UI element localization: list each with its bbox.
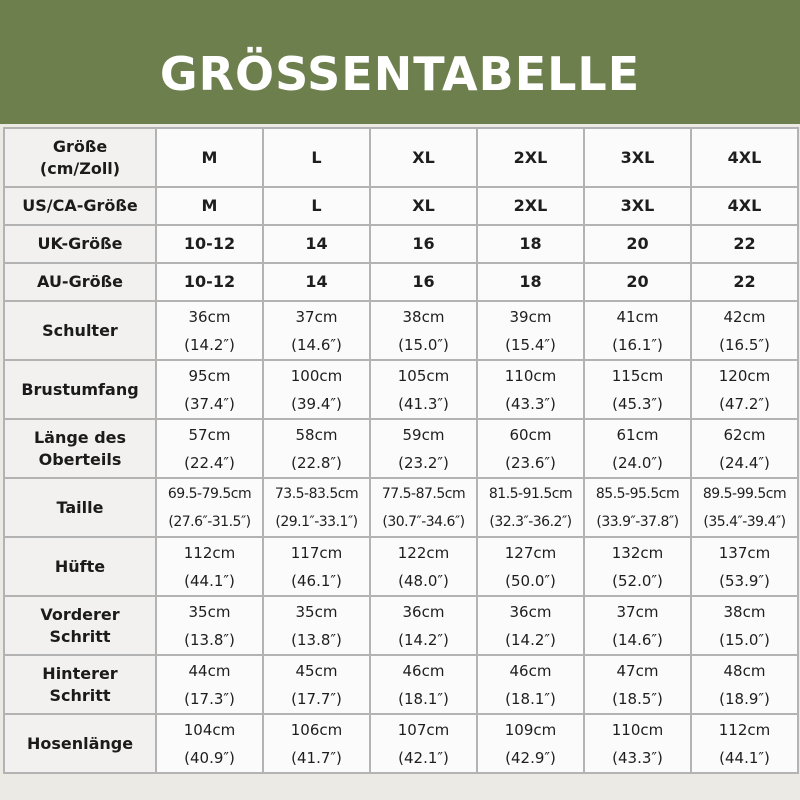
cell-value-cm: 37cm [616, 602, 659, 621]
table-cell [477, 537, 584, 596]
table-cell [370, 419, 477, 478]
row-label-line: Taille [56, 497, 104, 517]
cell-value-inch: (41.3″) [398, 394, 449, 413]
table-cell [156, 128, 263, 187]
cell-value-cm: 107cm [397, 720, 450, 739]
cell-value-cm: 137cm [718, 543, 771, 562]
cell-value-inch: (17.3″) [184, 689, 235, 708]
row-label-line: Brustumfang [21, 379, 139, 399]
row-label-line: UK-Größe [37, 234, 123, 253]
cell-value-cm: 85.5-95.5cm [595, 485, 680, 502]
cell-value-cm: 115cm [611, 366, 664, 385]
cell-value-inch: (39.4″) [291, 394, 342, 413]
cell-value-cm: 104cm [183, 720, 236, 739]
cell-value-cm: 35cm [295, 602, 338, 621]
table-cell [263, 596, 370, 655]
cell-value-inch: (37.4″) [184, 394, 235, 413]
cell-value: L [311, 147, 322, 167]
row-label [4, 478, 156, 537]
size-table-container [0, 124, 800, 800]
table-cell [584, 128, 691, 187]
table-cell [477, 128, 584, 187]
cell-value: M [201, 196, 218, 215]
table-cell [477, 263, 584, 301]
table-cell [691, 537, 798, 596]
row-label-line: Schritt [49, 626, 111, 646]
cell-value-cm: 110cm [611, 720, 664, 739]
cell-value-inch: (14.2″) [398, 630, 449, 649]
table-cell [691, 478, 798, 537]
table-cell [370, 714, 477, 773]
cell-value-cm: 62cm [723, 425, 766, 444]
title-banner [0, 0, 800, 124]
table-cell [477, 225, 584, 263]
cell-value-cm: 42cm [723, 307, 766, 326]
table-cell [691, 263, 798, 301]
row-label [4, 301, 156, 360]
table-cell [477, 419, 584, 478]
cell-value-cm: 73.5-83.5cm [274, 485, 359, 502]
table-row [4, 596, 798, 655]
cell-value-inch: (43.3″) [505, 394, 556, 413]
cell-value-inch: (44.1″) [184, 571, 235, 590]
cell-value: 4XL [727, 147, 762, 167]
table-cell [370, 187, 477, 225]
cell-value-inch: (43.3″) [612, 748, 663, 767]
row-label-line: Vorderer [40, 604, 120, 624]
cell-value-cm: 48cm [723, 661, 766, 680]
cell-value-inch: (53.9″) [719, 571, 770, 590]
row-label-line: Größe [52, 136, 108, 156]
table-row [4, 187, 798, 225]
table-cell [156, 187, 263, 225]
cell-value-cm: 120cm [718, 366, 771, 385]
cell-value-inch: (23.6″) [505, 453, 556, 472]
cell-value-cm: 36cm [188, 307, 231, 326]
row-label-line: (cm/Zoll) [39, 158, 121, 178]
table-cell [584, 596, 691, 655]
cell-value-inch: (15.4″) [505, 335, 556, 354]
table-cell [584, 301, 691, 360]
row-label-line: AU-Größe [37, 272, 123, 291]
cell-value-cm: 36cm [402, 602, 445, 621]
table-cell [584, 225, 691, 263]
table-row [4, 263, 798, 301]
cell-value: 10-12 [183, 234, 236, 253]
cell-value-inch: (22.8″) [291, 453, 342, 472]
row-label-line: Länge des [33, 427, 127, 447]
cell-value-inch: (24.0″) [612, 453, 663, 472]
row-label [4, 187, 156, 225]
cell-value-cm: 35cm [188, 602, 231, 621]
cell-value-inch: (16.5″) [719, 335, 770, 354]
cell-value-inch: (33.9″-37.8″) [596, 513, 679, 530]
table-cell [477, 655, 584, 714]
table-cell [691, 301, 798, 360]
table-row [4, 225, 798, 263]
cell-value: 22 [733, 272, 756, 291]
table-row [4, 537, 798, 596]
table-cell [477, 187, 584, 225]
table-cell [263, 655, 370, 714]
table-cell [156, 225, 263, 263]
cell-value-inch: (50.0″) [505, 571, 556, 590]
cell-value-cm: 46cm [402, 661, 445, 680]
row-label-line: Oberteils [38, 449, 122, 469]
cell-value: XL [412, 147, 435, 167]
table-cell [691, 596, 798, 655]
table-cell [370, 225, 477, 263]
page-title: GRÖSSENTABELLE [159, 47, 641, 101]
table-cell [691, 655, 798, 714]
table-row [4, 714, 798, 773]
cell-value-cm: 112cm [718, 720, 771, 739]
cell-value-inch: (14.2″) [184, 335, 235, 354]
table-cell [477, 596, 584, 655]
cell-value-inch: (35.4″-39.4″) [703, 513, 786, 530]
cell-value-inch: (18.5″) [612, 689, 663, 708]
cell-value-cm: 45cm [295, 661, 338, 680]
cell-value-inch: (14.6″) [291, 335, 342, 354]
cell-value-cm: 105cm [397, 366, 450, 385]
row-label [4, 128, 156, 187]
cell-value-cm: 100cm [290, 366, 343, 385]
table-cell [584, 263, 691, 301]
row-label [4, 263, 156, 301]
cell-value: 16 [412, 234, 435, 253]
cell-value-cm: 106cm [290, 720, 343, 739]
table-cell [691, 360, 798, 419]
table-row [4, 655, 798, 714]
table-cell [584, 478, 691, 537]
table-cell [370, 537, 477, 596]
table-row [4, 419, 798, 478]
row-label [4, 537, 156, 596]
cell-value-cm: 41cm [616, 307, 659, 326]
cell-value-inch: (16.1″) [612, 335, 663, 354]
cell-value-cm: 81.5-91.5cm [488, 485, 573, 502]
cell-value-cm: 132cm [611, 543, 664, 562]
cell-value-inch: (47.2″) [719, 394, 770, 413]
cell-value: 18 [519, 234, 542, 253]
cell-value-inch: (41.7″) [291, 748, 342, 767]
table-cell [370, 596, 477, 655]
cell-value-inch: (18.1″) [398, 689, 449, 708]
cell-value: 3XL [620, 196, 655, 215]
row-label-line: Schritt [49, 685, 111, 705]
table-row [4, 478, 798, 537]
cell-value-inch: (18.9″) [719, 689, 770, 708]
table-cell [477, 714, 584, 773]
table-cell [156, 419, 263, 478]
cell-value-inch: (15.0″) [719, 630, 770, 649]
cell-value-cm: 77.5-87.5cm [381, 485, 466, 502]
cell-value: 16 [412, 272, 435, 291]
table-cell [263, 225, 370, 263]
table-cell [263, 537, 370, 596]
cell-value-inch: (18.1″) [505, 689, 556, 708]
cell-value-inch: (32.3″-36.2″) [489, 513, 572, 530]
cell-value-inch: (42.1″) [398, 748, 449, 767]
cell-value-cm: 58cm [295, 425, 338, 444]
cell-value-cm: 59cm [402, 425, 445, 444]
cell-value-inch: (13.8″) [291, 630, 342, 649]
cell-value-inch: (17.7″) [291, 689, 342, 708]
cell-value-cm: 46cm [509, 661, 552, 680]
cell-value-cm: 110cm [504, 366, 557, 385]
cell-value-cm: 109cm [504, 720, 557, 739]
cell-value-inch: (44.1″) [719, 748, 770, 767]
row-label [4, 714, 156, 773]
cell-value-cm: 122cm [397, 543, 450, 562]
cell-value-cm: 60cm [509, 425, 552, 444]
table-cell [691, 187, 798, 225]
table-cell [477, 360, 584, 419]
table-cell [263, 478, 370, 537]
cell-value-inch: (15.0″) [398, 335, 449, 354]
cell-value: 14 [305, 272, 328, 291]
cell-value-cm: 37cm [295, 307, 338, 326]
row-label-line: Schulter [42, 320, 118, 340]
cell-value: M [201, 147, 218, 167]
table-cell [370, 360, 477, 419]
table-cell [584, 419, 691, 478]
cell-value-cm: 38cm [723, 602, 766, 621]
cell-value-inch: (46.1″) [291, 571, 342, 590]
table-cell [263, 714, 370, 773]
table-cell [156, 301, 263, 360]
table-row [4, 128, 798, 187]
table-cell [370, 301, 477, 360]
cell-value-cm: 127cm [504, 543, 557, 562]
cell-value-inch: (52.0″) [612, 571, 663, 590]
cell-value: 14 [305, 234, 328, 253]
cell-value: 2XL [513, 147, 548, 167]
table-cell [584, 714, 691, 773]
cell-value: 22 [733, 234, 756, 253]
cell-value-inch: (40.9″) [184, 748, 235, 767]
cell-value-inch: (29.1″-33.1″) [275, 513, 358, 530]
table-cell [156, 714, 263, 773]
cell-value-cm: 112cm [183, 543, 236, 562]
table-cell [691, 714, 798, 773]
cell-value-inch: (23.2″) [398, 453, 449, 472]
row-label [4, 360, 156, 419]
cell-value: XL [412, 196, 435, 215]
row-label [4, 655, 156, 714]
table-cell [370, 263, 477, 301]
table-cell [156, 360, 263, 419]
table-row [4, 360, 798, 419]
cell-value-cm: 44cm [188, 661, 231, 680]
cell-value-inch: (30.7″-34.6″) [382, 513, 465, 530]
table-cell [263, 419, 370, 478]
table-cell [156, 596, 263, 655]
table-cell [263, 360, 370, 419]
table-row [4, 301, 798, 360]
row-label [4, 596, 156, 655]
cell-value-cm: 38cm [402, 307, 445, 326]
cell-value-inch: (42.9″) [505, 748, 556, 767]
row-label-line: Hosenlänge [26, 733, 134, 753]
table-cell [156, 263, 263, 301]
cell-value-inch: (48.0″) [398, 571, 449, 590]
row-label-line: Hinterer [42, 663, 118, 683]
cell-value-inch: (13.8″) [184, 630, 235, 649]
row-label-line: US/CA-Größe [22, 196, 138, 215]
table-cell [156, 655, 263, 714]
cell-value: 18 [519, 272, 542, 291]
table-cell [477, 478, 584, 537]
table-cell [584, 655, 691, 714]
table-cell [263, 128, 370, 187]
size-table-body [4, 128, 798, 773]
row-label [4, 225, 156, 263]
cell-value-cm: 61cm [616, 425, 659, 444]
row-label-line: Hüfte [54, 556, 106, 576]
table-cell [691, 225, 798, 263]
table-cell [584, 537, 691, 596]
cell-value-inch: (45.3″) [612, 394, 663, 413]
cell-value: 20 [626, 234, 649, 253]
cell-value-cm: 36cm [509, 602, 552, 621]
cell-value-cm: 39cm [509, 307, 552, 326]
cell-value-cm: 47cm [616, 661, 659, 680]
table-cell [691, 419, 798, 478]
table-cell [370, 478, 477, 537]
cell-value: 2XL [513, 196, 548, 215]
table-cell [691, 128, 798, 187]
cell-value-inch: (14.2″) [505, 630, 556, 649]
table-cell [477, 301, 584, 360]
cell-value: 3XL [620, 147, 655, 167]
table-cell [156, 478, 263, 537]
table-cell [156, 537, 263, 596]
table-cell [263, 263, 370, 301]
cell-value-cm: 117cm [290, 543, 343, 562]
cell-value: L [311, 196, 322, 215]
table-cell [263, 187, 370, 225]
table-cell [584, 360, 691, 419]
cell-value-inch: (27.6″-31.5″) [168, 513, 251, 530]
size-table [3, 127, 799, 774]
cell-value-cm: 95cm [188, 366, 231, 385]
cell-value-inch: (14.6″) [612, 630, 663, 649]
table-cell [370, 128, 477, 187]
cell-value-cm: 89.5-99.5cm [702, 485, 787, 502]
table-cell [263, 301, 370, 360]
cell-value-inch: (22.4″) [184, 453, 235, 472]
cell-value-cm: 69.5-79.5cm [167, 485, 252, 502]
table-cell [370, 655, 477, 714]
cell-value-inch: (24.4″) [719, 453, 770, 472]
table-cell [584, 187, 691, 225]
cell-value: 4XL [727, 196, 762, 215]
cell-value: 10-12 [183, 272, 236, 291]
row-label [4, 419, 156, 478]
cell-value: 20 [626, 272, 649, 291]
cell-value-cm: 57cm [188, 425, 231, 444]
